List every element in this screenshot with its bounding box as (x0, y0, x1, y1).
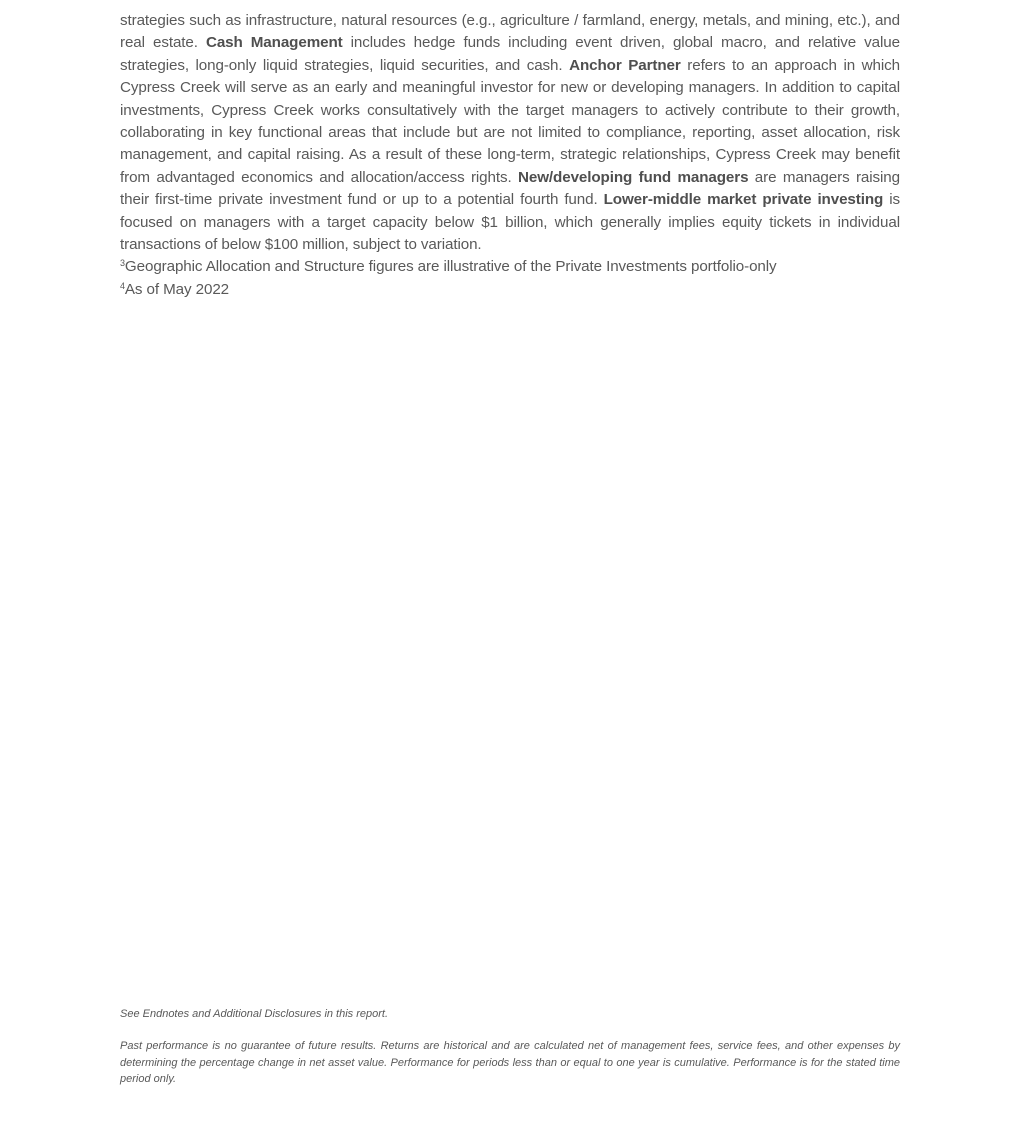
definitions-paragraph (120, 10, 900, 256)
text-segment: refers to an approach in which Cypress Creek will serve as an early and meaningful investor for new or developing managers. In addition to capital investments, Cypress Creek works consultatively with the target managers to actively contribute to their growth, collaborating in key functional areas that include but are not limited to compliance, reporting, asset allocation, risk management, and capital raising. As a result of these long-term, strategic relationships, Cypress Creek may benefit from advantaged economics and allocation/access rights. (120, 56, 900, 186)
footnote-3 (120, 256, 900, 278)
see-endnotes-note: See Endnotes and Additional Disclosures in this report. (120, 1008, 389, 1020)
endnotes-body (120, 10, 900, 301)
footnote-marker: 3 (120, 258, 125, 269)
footnote-marker: 4 (120, 280, 125, 291)
term-lower-middle-market: Lower-middle market private investing (603, 191, 884, 209)
text-segment: is focused on managers with a target capacity below $1 billion, which generally implies equity tickets in individual transactions of below $100 million, subject to variation. (120, 191, 900, 254)
term-new-developing-managers: New/developing fund managers (518, 168, 749, 186)
footnote-text: As of May 2022 (124, 280, 230, 298)
footnote-text: Geographic Allocation and Structure figures are illustrative of the Private Investments portfolio-only (124, 258, 777, 276)
text-segment: strategies such as infrastructure, natural resources (e.g., agriculture / farmland, energy, metals, and mining, etc.), and real estate. (120, 12, 900, 52)
text-segment: are managers raising their first-time private investment fund or up to a potential fourth fund. (120, 168, 900, 209)
footnote-4 (120, 279, 900, 301)
term-cash-management: Cash Management (205, 34, 343, 52)
term-anchor-partner: Anchor Partner (569, 56, 681, 74)
past-performance-disclaimer: Past performance is no guarantee of future results. Returns are historical and are calculated net of management fees, service fees, and other expenses by determining the percentage change in net asset value. Performance for periods less than or equal to one year is cumulative. Performance is for the stated time period only. (120, 1040, 900, 1085)
text-segment: includes hedge funds including event driven, global macro, and relative value strategies, long-only liquid strategies, liquid securities, and cash. (120, 34, 900, 74)
